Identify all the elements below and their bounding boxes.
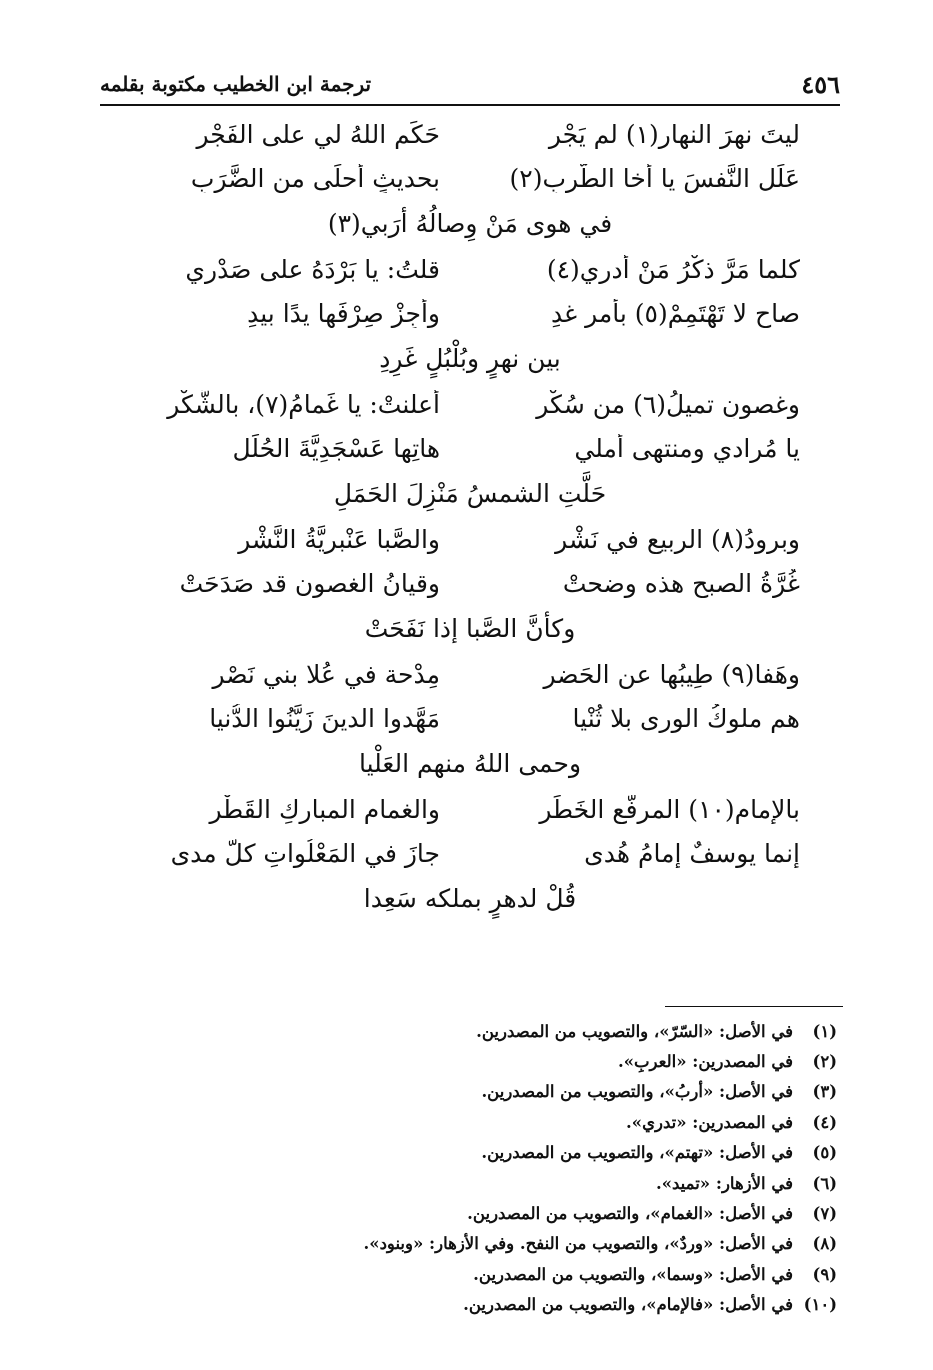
poem-verses bbox=[140, 112, 800, 922]
verse-couplet bbox=[140, 831, 800, 875]
footnote-text: في المصدرين: «العربِ». bbox=[617, 1052, 793, 1072]
verse-first-hemistich: هم ملوكُ الورى بلا ثُنْيا bbox=[572, 703, 800, 733]
footnote-number: (٩) bbox=[812, 1264, 837, 1284]
footnote-number: (٦) bbox=[812, 1173, 837, 1193]
footnote-number: (٣) bbox=[812, 1082, 837, 1102]
footnote-text: في المصدرين: «تدري». bbox=[626, 1112, 793, 1132]
verse-couplet bbox=[140, 112, 800, 156]
verse-second-hemistich: هاتِها عَسْجَدِيَّةَ الحُلَلِ bbox=[232, 433, 440, 463]
verse-couplet bbox=[140, 382, 800, 426]
verse-second-hemistich: مِدْحة في عُلا بني نَصْرِ bbox=[212, 659, 440, 689]
footnote-text: في الأصل: «السّرّ»، والتصويب من المصدرين. bbox=[476, 1021, 793, 1041]
page-number: ٤٥٦ bbox=[801, 69, 840, 99]
footnote bbox=[277, 1077, 837, 1107]
footnote bbox=[277, 1198, 837, 1228]
verse-refrain bbox=[140, 470, 800, 517]
verse-refrain bbox=[140, 875, 800, 922]
verse-first-hemistich: بالإمامِ(١٠) المرفَّعِ الخَطَرِ bbox=[539, 794, 800, 824]
footnote-text: في الأصل: «أربُ»، والتصويب من المصدرين. bbox=[481, 1082, 793, 1102]
footnote-text: في الأصل: «وسما»، والتصويب من المصدرين. bbox=[473, 1264, 793, 1284]
verse-couplet bbox=[140, 787, 800, 831]
verse-first-hemistich: صاحِ لا تَهْتَمِمْ(٥) بأمرِ غدِ bbox=[550, 298, 800, 328]
verse-first-hemistich: ليتَ نهرَ النهارِ(١) لم يَجْرِ bbox=[548, 119, 800, 149]
verse-couplet bbox=[140, 426, 800, 470]
verse-couplet bbox=[140, 156, 800, 200]
verse-first-hemistich: عَلِّلِ النَّفسَ يا أخا الطَّربِ(٢) bbox=[509, 163, 800, 193]
verse-couplet bbox=[140, 696, 800, 740]
footnote-text: في الأصل: «الغمام»، والتصويب من المصدرين. bbox=[467, 1204, 793, 1224]
verse-couplet bbox=[140, 652, 800, 696]
footnote-separator bbox=[665, 1006, 843, 1007]
footnote-text: في الأصل: «فالإمام»، والتصويب من المصدرين. bbox=[463, 1295, 793, 1315]
footnotes bbox=[277, 1016, 837, 1320]
footnote-number: (١٠) bbox=[803, 1295, 837, 1315]
verse-second-hemistich: والغمامِ المباركِ القَطْرِ bbox=[209, 794, 440, 824]
verse-couplet bbox=[140, 517, 800, 561]
verse-first-hemistich: إنما يوسفٌ إمامُ هُدى bbox=[584, 838, 800, 868]
footnote bbox=[277, 1168, 837, 1198]
verse-first-hemistich: وهَفا(٩) طِيبُها عن الحَضرِ bbox=[543, 659, 800, 689]
verse-refrain-text: حَلَّتِ الشمسُ مَنْزِلَ الحَمَلِ bbox=[333, 479, 607, 508]
verse-refrain bbox=[140, 605, 800, 652]
footnote bbox=[277, 1107, 837, 1137]
footnote-text: في الأصل: «وردٌ»، والتصويب من النفح. وفي الأزهار: «وبنود». bbox=[363, 1234, 793, 1254]
verse-second-hemistich: بحديثٍ أحلَى من الضَّرَبِ bbox=[190, 163, 440, 193]
verse-first-hemistich: غُرَّةُ الصبحِ هذه وضحتْ bbox=[562, 568, 800, 598]
verse-second-hemistich: حَكَم اللهُ لي على الفَجْرِ bbox=[196, 119, 440, 149]
verse-refrain bbox=[140, 740, 800, 787]
verse-couplet bbox=[140, 561, 800, 605]
verse-refrain-text: بين نهرٍ وبُلْبُلٍ غَرِدِ bbox=[379, 344, 561, 373]
verse-second-hemistich: وقيانُ الغصونِ قد صَدَحَتْ bbox=[179, 568, 440, 598]
verse-second-hemistich: وأجِزْ صِرْفَها يدًا بيدِ bbox=[247, 298, 440, 328]
footnote-number: (١) bbox=[812, 1021, 837, 1041]
footnote-number: (٤) bbox=[812, 1112, 837, 1132]
verse-second-hemistich: قلتُ: يا بَرْدَهُ على صَدْري bbox=[185, 254, 440, 284]
footnote-number: (٧) bbox=[812, 1204, 837, 1224]
footnote-text: في الأزهار: «تميد». bbox=[655, 1173, 793, 1193]
page-header bbox=[100, 66, 840, 102]
verse-first-hemistich: كلما مَرَّ ذكْرُ مَنْ أدري(٤) bbox=[546, 254, 800, 284]
footnote-number: (٢) bbox=[812, 1052, 837, 1072]
verse-refrain-text: في هوى مَنْ وِصالُهُ أرَبي(٣) bbox=[327, 209, 613, 238]
running-title: ترجمة ابن الخطيب مكتوبة بقلمه bbox=[100, 72, 372, 96]
footnote bbox=[277, 1259, 837, 1289]
verse-first-hemistich: وغصونٍ تميلُ(٦) من سُكْرِ bbox=[536, 389, 800, 419]
verse-first-hemistich: وبرودُ(٨) الربيعِ في نَشْرِ bbox=[555, 524, 800, 554]
verse-refrain-text: وحمى اللهُ منهم العَلْيا bbox=[358, 749, 582, 778]
verse-second-hemistich: جازَ في المَعْلُواتِ كلَّ مدى bbox=[170, 838, 440, 868]
footnote-text: في الأصل: «تهتم»، والتصويب من المصدرين. bbox=[481, 1143, 793, 1163]
verse-couplet bbox=[140, 247, 800, 291]
footnote bbox=[277, 1229, 837, 1259]
footnote bbox=[277, 1016, 837, 1046]
footnote bbox=[277, 1290, 837, 1320]
verse-refrain bbox=[140, 200, 800, 247]
footnote-number: (٨) bbox=[812, 1234, 837, 1254]
verse-refrain-text: وكأنَّ الصَّبا إذا نَفَحَتْ bbox=[364, 614, 576, 643]
verse-second-hemistich: والصَّبا عَنْبرِيَّةُ النَّشْرِ bbox=[238, 524, 440, 554]
verse-couplet bbox=[140, 291, 800, 335]
verse-second-hemistich: مَهَّدوا الدينَ زَيَّنُوا الدُّنيا bbox=[209, 703, 440, 733]
verse-first-hemistich: يا مُرادي ومنتهى أملي bbox=[574, 433, 800, 463]
footnote bbox=[277, 1046, 837, 1076]
verse-refrain bbox=[140, 335, 800, 382]
footnote bbox=[277, 1138, 837, 1168]
footnote-number: (٥) bbox=[812, 1143, 837, 1163]
verse-second-hemistich: أعلنتْ: يا غَمامُ(٧)، بالشُّكْرِ bbox=[167, 389, 440, 419]
header-rule bbox=[100, 104, 840, 106]
verse-refrain-text: قُلْ لدهرٍ بملكه سَعِدا bbox=[363, 884, 577, 913]
